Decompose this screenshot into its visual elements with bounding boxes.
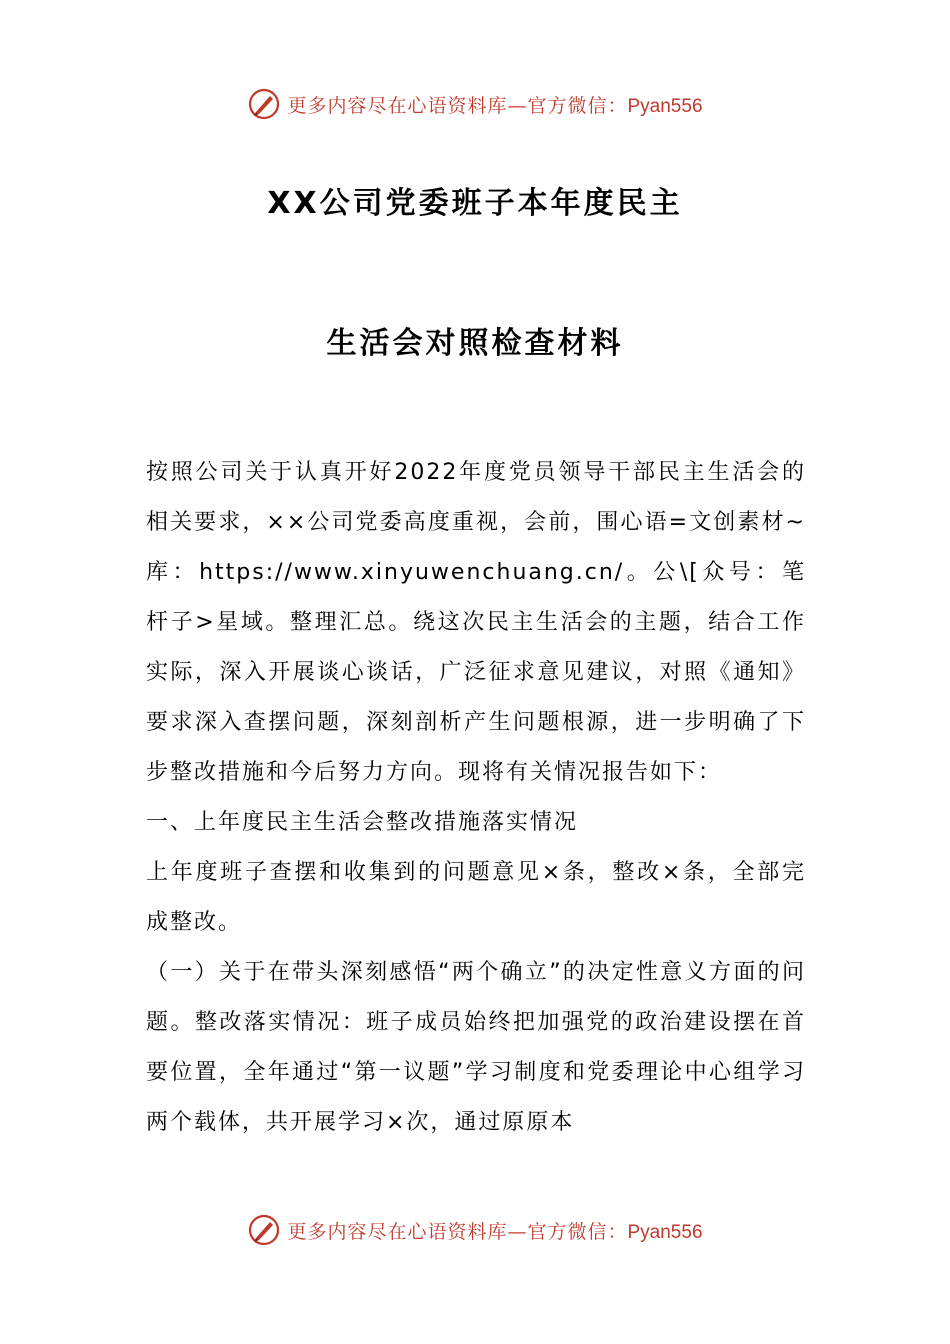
subsection-paragraph: （一）关于在带头深刻感悟“两个确立”的决定性意义方面的问题。整改落实情况：班子成员始终把加强党的政治建设摆在首要位置，全年通过“第一议题”学习制度和党委理论中心组学习两个载体，共开展学习×次，通过原原本 [146, 960, 806, 1135]
watermark-text: 更多内容尽在心语资料库—官方微信：Pyan556 [287, 94, 703, 117]
document-body [146, 448, 806, 1148]
watermark-footer [0, 1210, 950, 1250]
watermark-text: 更多内容尽在心语资料库—官方微信：Pyan556 [287, 1220, 703, 1243]
wechat-id: Pyan556 [627, 95, 703, 117]
intro-paragraph: 按照公司关于认真开好2022年度党员领导干部民主生活会的相关要求，××公司党委高度重视，会前，围心语=文创素材~库：https://www.xinyuwenchuang.cn/。公\[众号：笔杆子>星域。整理汇总。绕这次民主生活会的主题，结合工作实际，深入开展谈心谈话，广泛征求意见建议，对照《通知》要求深入查摆问题，深刻剖析产生问题根源，进一步明确了下步整改措施和今后努力方向。现将有关情况报告如下： [146, 460, 806, 785]
document-title-line-2: 生活会对照检查材料 [326, 326, 624, 361]
section-heading: 一、上年度民主生活会整改措施落实情况 [146, 810, 579, 835]
wechat-id: Pyan556 [627, 1221, 703, 1243]
pen-logo-icon [247, 87, 281, 121]
watermark-header [0, 84, 950, 124]
pen-logo-icon [247, 1213, 281, 1247]
summary-paragraph: 上年度班子查摆和收集到的问题意见×条，整改×条，全部完成整改。 [146, 860, 806, 935]
document-title-line-1: XX公司党委班子本年度民主 [267, 186, 683, 221]
